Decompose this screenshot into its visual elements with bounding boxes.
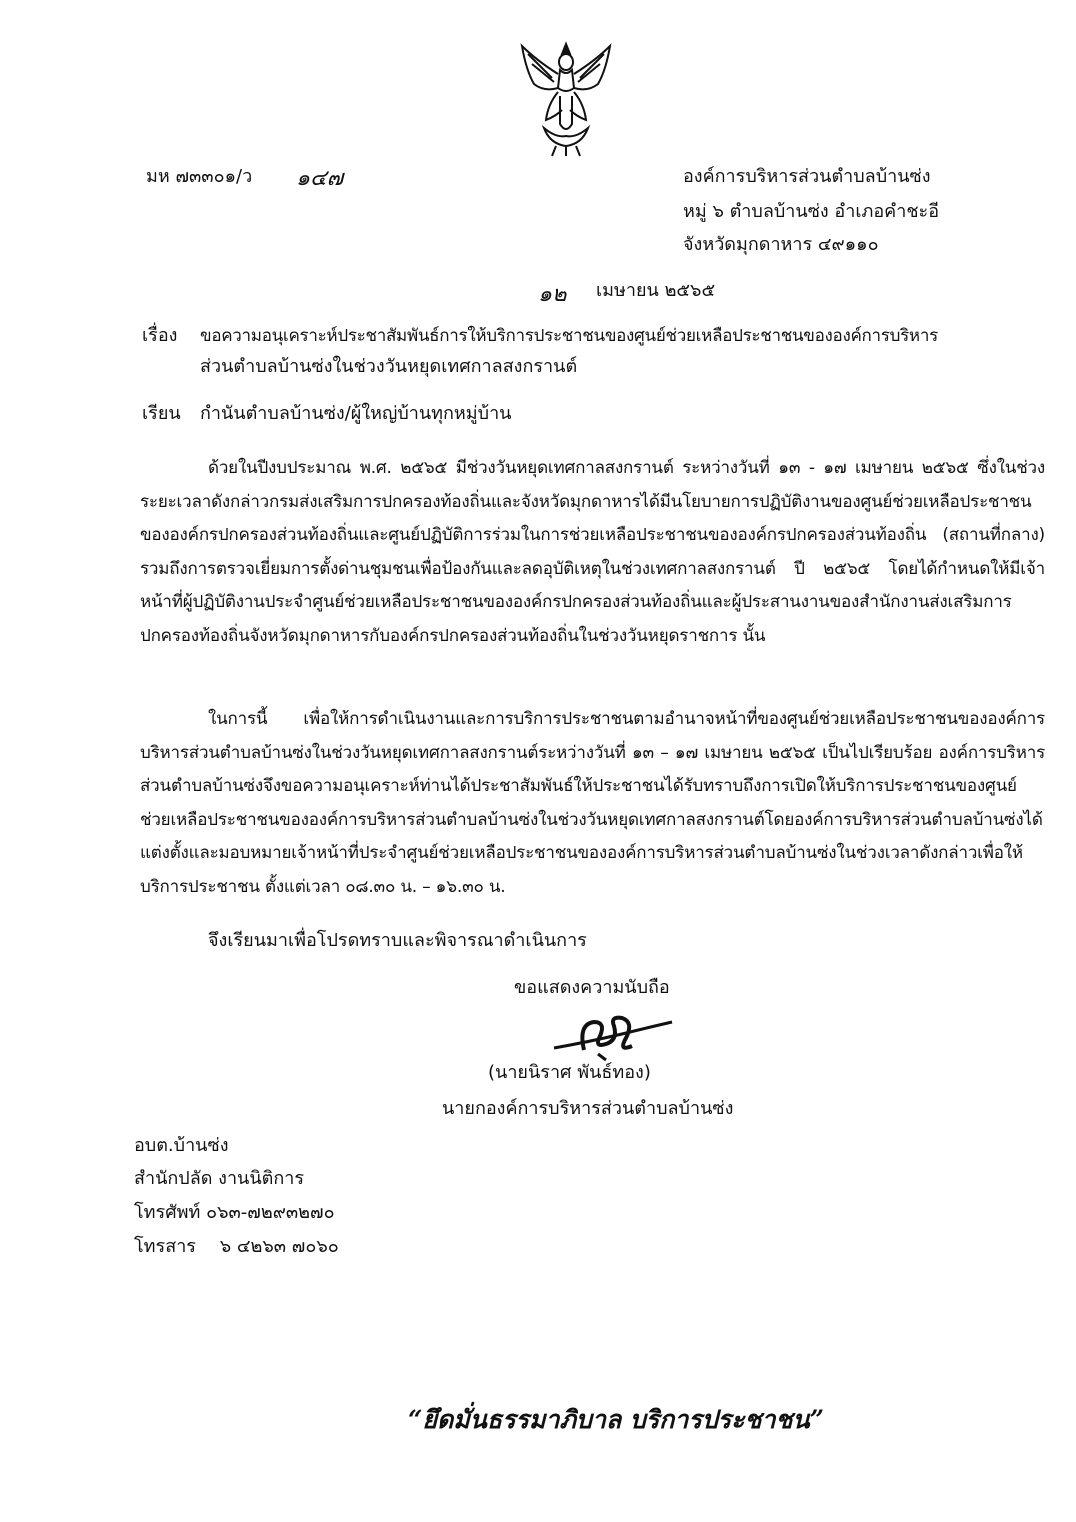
date-day-handwritten: ๑๒ (538, 282, 567, 307)
addressee-value: กำนันตำบลบ้านซ่ง/ผู้ใหญ่บ้านทุกหมู่บ้าน (200, 403, 512, 424)
date-month-year: เมษายน ๒๕๖๕ (596, 280, 716, 301)
footer-phone: โทรศัพท์ ๐๖๓-๗๒๙๓๒๗๐ (134, 1202, 335, 1223)
sender-address-line3: จังหวัดมุกดาหาร ๔๙๑๑๐ (683, 234, 879, 255)
signer-name: (นายนิราศ พันธ์ทอง) (488, 1062, 651, 1083)
footer-department: สำนักปลัด งานนิติการ (134, 1168, 305, 1189)
signature-mark (548, 1004, 678, 1062)
subject-line1: ขอความอนุเคราะห์ประชาสัมพันธ์การให้บริการประชาชนของศูนย์ช่วยเหลือประชาชนขององค์การบริหาร (200, 326, 938, 346)
closing-line: จึงเรียนมาเพื่อโปรดทราบและพิจารณาดำเนินการ (208, 930, 587, 951)
sender-address-line2: หมู่ ๖ ตำบลบ้านซ่ง อำเภอคำชะอี (683, 201, 940, 222)
addressee-label: เรียน (142, 403, 181, 424)
subject-line2: ส่วนตำบลบ้านซ่งในช่วงวันหยุดเทศกาลสงกรานต์ (200, 356, 578, 377)
body-paragraph-2: ในการนี้ เพื่อให้การดำเนินงานและการบริการประชาชนตามอำนาจหน้าที่ของศูนย์ช่วยเหลือประชาชนขององค์การบริหารส่วนตำบลบ้านซ่งในช่วงวันหยุดเทศกาลสงกรานต์ระหว่างวันที่ ๑๓ – ๑๗ เมษายน ๒๕๖๕ เป็นไปเรียบร้อย องค์การบริหารส่วนตำบลบ้านซ่งจึงขอความอนุเคราะห์ท่านได้ประชาสัมพันธ์ให้ประชาชนได้รับทราบถึงการเปิดให้บริการประชาชนของศูนย์ช่วยเหลือประชาชนขององค์การบริหารส่วนตำบลบ้านซ่งในช่วงวันหยุดเทศกาลสงกรานต์โดยองค์การบริหารส่วนตำบลบ้านซ่งได้แต่งตั้งและมอบหมายเจ้าหน้าที่ประจำศูนย์ช่วยเหลือประชาชนขององค์การบริหารส่วนตำบลบ้านซ่งในช่วงเวลาดังกล่าวเพื่อให้บริการประชาชน ตั้งแต่เวลา ๐๘.๓๐ น. – ๑๖.๓๐ น. (140, 709, 1045, 897)
footer-fax-number: ๖ ๔๒๖๓ ๗๐๖๐ (219, 1236, 339, 1257)
signer-title: นายกองค์การบริหารส่วนตำบลบ้านซ่ง (442, 1098, 734, 1119)
sender-address-line1: องค์การบริหารส่วนตำบลบ้านซ่ง (683, 166, 931, 187)
slogan: “ยึดมั่นธรรมาภิบาล บริการประชาชน” (408, 1405, 824, 1434)
regards: ขอแสดงความนับถือ (514, 977, 670, 998)
reference-prefix: มห ๗๓๓๐๑/ว (146, 166, 253, 187)
reference-number-handwritten: ๑๔๗ (296, 166, 344, 191)
garuda-emblem-icon (516, 40, 616, 158)
footer-org: อบต.บ้านซ่ง (134, 1135, 229, 1156)
footer-fax-label: โทรสาร (134, 1236, 196, 1257)
body-paragraph-1: ด้วยในปีงบประมาณ พ.ศ. ๒๕๖๕ มีช่วงวันหยุดเทศกาลสงกรานต์ ระหว่างวันที่ ๑๓ - ๑๗ เมษายน ๒๕๖๕ ซึ่งในช่วงระยะเวลาดังกล่าวกรมส่งเสริมการปกครองท้องถิ่นและจังหวัดมุกดาหารได้มีนโยบายการปฏิบัติงานของศูนย์ช่วยเหลือประชาชนขององค์กรปกครองส่วนท้องถิ่นและศูนย์ปฏิบัติการร่วมในการช่วยเหลือประชาชนขององค์กรปกครองส่วนท้องถิ่น (สถานที่กลาง) รวมถึงการตรวจเยี่ยมการตั้งด่านชุมชนเพื่อป้องกันและลดอุบัติเหตุในช่วงเทศกาลสงกรานต์ ปี ๒๕๖๕ โดยได้กำหนดให้มีเจ้าหน้าที่ผู้ปฏิบัติงานประจำศูนย์ช่วยเหลือประชาชนขององค์กรปกครองส่วนท้องถิ่นและผู้ประสานงานของสำนักงานส่งเสริมการปกครองท้องถิ่นจังหวัดมุกดาหารกับองค์กรปกครองส่วนท้องถิ่นในช่วงวันหยุดราชการ นั้น (140, 458, 1045, 646)
subject-label: เรื่อง (142, 325, 178, 346)
